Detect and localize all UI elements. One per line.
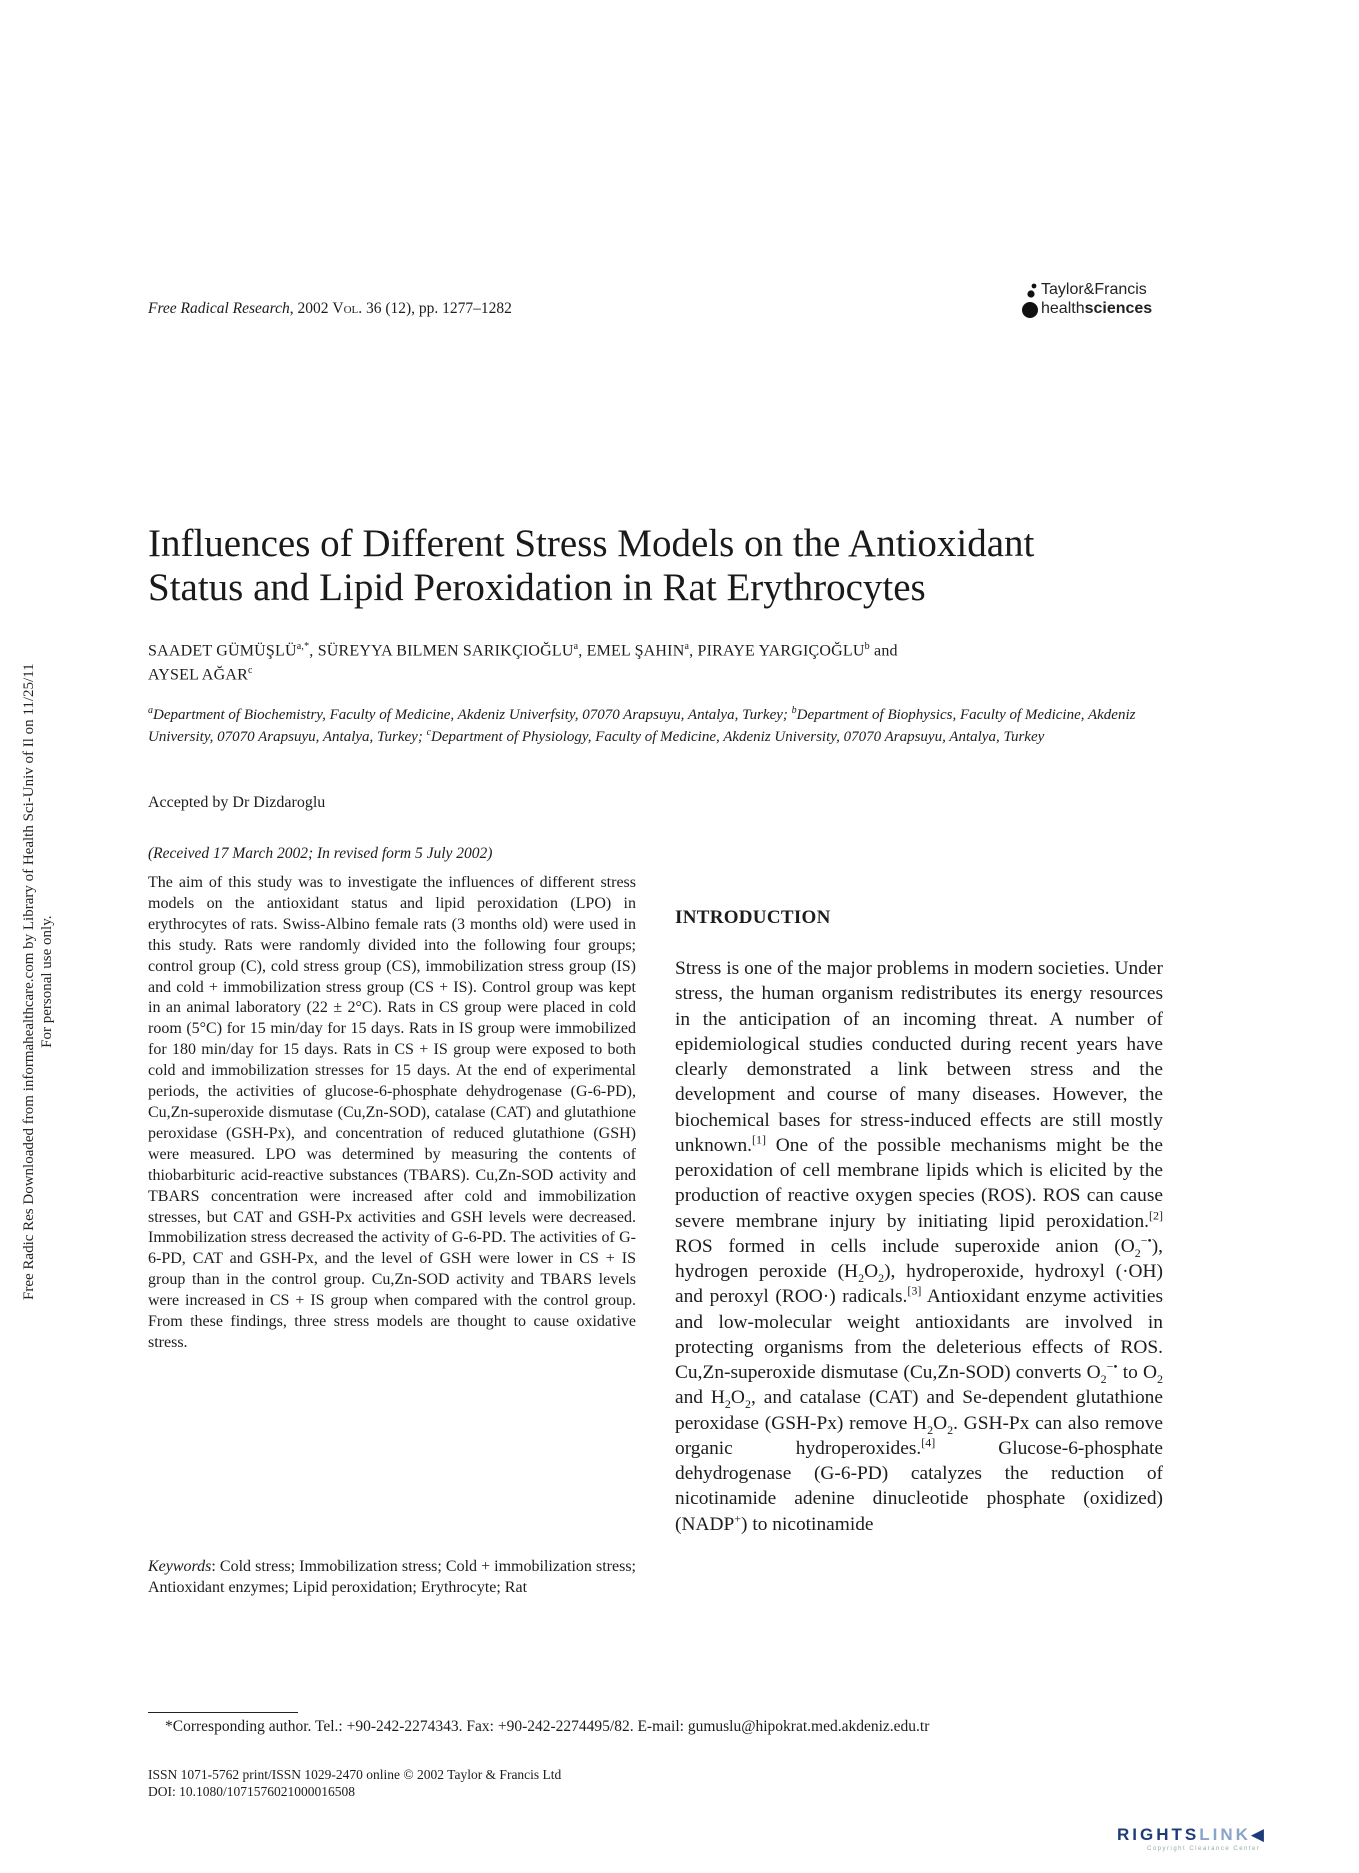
journal-year: , 2002 bbox=[289, 300, 333, 317]
download-note-line1: Free Radic Res Downloaded from informahealthcare.com by Library of Health Sci-Univ of Il on 11/25/11 bbox=[21, 663, 37, 1300]
affiliations: $^a$Department of Biochemistry, Faculty of Medicine, Akdeniz Univerfsity, 07070 Arapsuyu, Antalya, Turkey; $^b$Department of Biophysics, Faculty of Medicine, Akdeniz University, 07070 Arapsuyu, Antalya, Turkey; $^c$Department of Physiology, Faculty of Medicine, Akdeniz University, 07070 Arapsuyu, Antalya, Turkey bbox=[148, 705, 1136, 745]
received-dates: (Received 17 March 2002; In revised form 5 July 2002) bbox=[148, 845, 493, 862]
journal-name: Free Radical Research bbox=[148, 300, 290, 317]
title-line1: Influences of Different Stress Models on the Antioxidant bbox=[148, 522, 1035, 565]
taylor-francis-dots-icon bbox=[1020, 282, 1042, 322]
publisher-division: healthsciences bbox=[1041, 300, 1153, 317]
section-heading-introduction: INTRODUCTION bbox=[675, 907, 831, 928]
download-side-note bbox=[0, 0, 60, 1873]
issn-line: ISSN 1071-5762 print/ISSN 1029-2470 online © 2002 Taylor & Francis Ltd bbox=[148, 1767, 562, 1782]
keywords bbox=[148, 1557, 636, 1598]
author-list: SAADET $GÜMÜŞLÜ^{a,*}$, SÜREYYA BILMEN SARIKÇIOĞLU$^a$, EMEL ŞAHIN$^a$, PIRAYE YARGIÇOĞLU$^b$ and AYSEL AĞAR$^c$ bbox=[148, 641, 898, 684]
article-title bbox=[148, 522, 1208, 610]
abstract: The aim of this study was to investigate the influences of different stress models on the antioxidant status and lipid peroxidation (LPO) in erythrocytes of rats. Swiss-Albino female rats (3 months old) were used in this study. Rats were randomly divided into the following four groups; control group (C), cold stress group (CS), immobilization stress group (IS) and cold + immobilization stress group (CS + IS). Control group was kept in an animal laboratory (22 ± 2°C). Rats in CS group were placed in cold room (5°C) for 15 min/day for 15 days. Rats in IS group were immobilized for 180 min/day for 15 days. Rats in CS + IS group were exposed to both cold and immobilization stresses for 15 days. At the end of experimental periods, the activities of glucose-6-phosphate dehydrogenase (G-6-PD), Cu,Zn-superoxide dismutase (Cu,Zn-SOD), catalase (CAT) and glutathione peroxidase (GSH-Px), and concentration of reduced glutathione (GSH) were measured. LPO was determined by measuring the contents of thiobarbituric acid-reactive substances (TBARS). Cu,Zn-SOD activity and TBARS concentration were increased after cold and immobilization stresses, but CAT and GSH-Px activities and GSH levels were decreased. Immobilization stress decreased the activity of G-6-PD. The activities of G-6-PD, CAT and GSH-Px, and the level of GSH were lower in CS + IS group than in the control group. Cu,Zn-SOD activity and TBARS levels were increased in CS + IS group when compared with the control group. From these findings, three stress models are thought to cause oxidative stress. bbox=[148, 874, 636, 1351]
doi-line: DOI: 10.1080/1071576021000016508 bbox=[148, 1784, 355, 1799]
footnote-rule bbox=[148, 1712, 298, 1713]
download-note-line2: For personal use only. bbox=[39, 915, 55, 1048]
journal-volume: 36 (12), pp. 1277–1282 bbox=[362, 300, 512, 317]
rightslink-subtitle: Copyright Clearance Center bbox=[1147, 1846, 1261, 1852]
introduction-text: Stress is one of the major problems in modern societies. Under stress, the human organism redistributes its energy resources in the anticipation of an incoming threat. A number of epidemiological studies conducted during recent years have clearly demonstrated a link between stress and the development and course of many diseases. However, the biochemical bases for stress-induced effects are still mostly unknown.[1] One of the possible mechanisms might be the peroxidation of cell membrane lipids which is elicited by the production of reactive oxygen species (ROS). ROS can cause severe membrane injury by initiating lipid peroxidation.[2] ROS formed in cells include superoxide anion $(O_2^{-•})$, hydrogen peroxide $(H_2O_2)$, hydroperoxide, hydroxyl (·OH) and peroxyl (ROO·) radicals.[3] Antioxidant enzyme activities and low-molecular weight antioxidants are involved in protecting organisms from the deleterious effects of ROS. Cu,Zn-superoxide dismutase (Cu,Zn-SOD) converts $O_2^{-•}$ to $O_2$ and $H_2O_2$, and catalase (CAT) and Se-dependent glutathione peroxidase (GSH-Px) remove $H_2O_2$. GSH-Px can also remove organic hydroperoxides.[4] Glucose-6-phosphate dehydrogenase (G-6-PD) catalyzes the reduction of nicotinamide adenine dinucleotide phosphate (oxidized) (NADP+) to nicotinamide bbox=[675, 958, 1163, 1535]
rightslink-arrow-icon: ◀ bbox=[1250, 1825, 1267, 1844]
accepted-by: Accepted by Dr Dizdaroglu bbox=[148, 794, 326, 811]
corresponding-author-footnote: *Corresponding author. Tel.: +90-242-2274343. Fax: +90-242-2274495/82. E-mail: gumuslu@hipokrat.med.akdeniz.edu.tr bbox=[165, 1718, 930, 1735]
issn-doi bbox=[148, 1766, 561, 1800]
keywords-label: Keywords bbox=[148, 1558, 212, 1575]
journal-vol-label: Vol. bbox=[332, 300, 363, 317]
keywords-text: : Cold stress; Immobilization stress; Cold + immobilization stress; Antioxidant enzymes; Lipid peroxidation; Erythrocyte; Rat bbox=[148, 1558, 636, 1596]
title-line2: Status and Lipid Peroxidation in Rat Erythrocytes bbox=[148, 566, 926, 609]
rightslink-logo: RIGHTSLINK◀ Copyright Clearance Center bbox=[1117, 1825, 1267, 1852]
journal-citation bbox=[148, 300, 512, 318]
publisher-name: Taylor&Francis bbox=[1041, 281, 1147, 298]
publisher-logo bbox=[1020, 280, 1170, 324]
